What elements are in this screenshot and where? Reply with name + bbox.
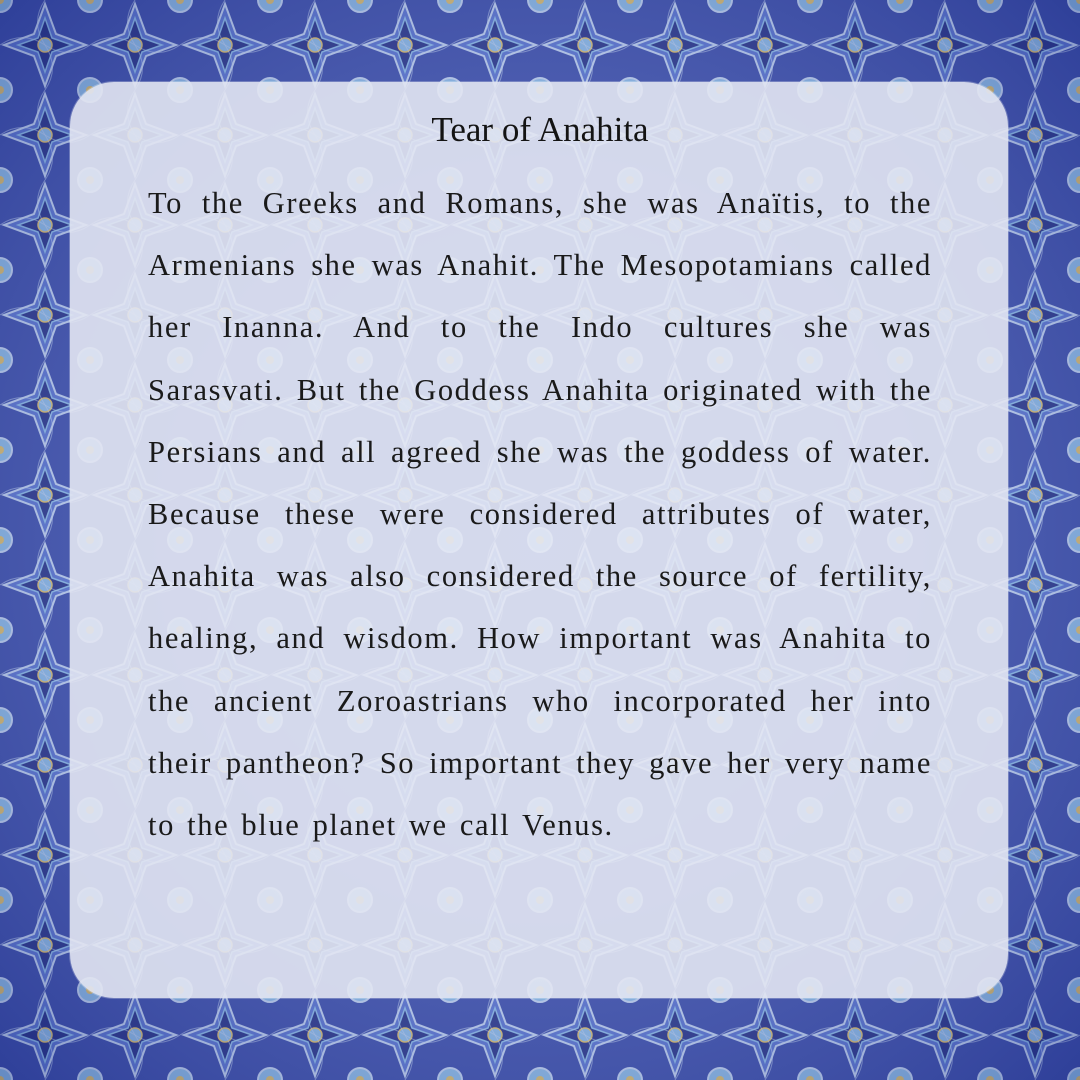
post-body: To the Greeks and Romans, she was Anaïtis, to the Armenians she was Anahit. The Mesopotamians called her Inanna. And to the Indo cultures she was Sarasvati. But the Goddess Anahita originated with the Persians and all agreed she was the goddess of water. Because these were considered attributes of water, Anahita was also considered the source of fertility, healing, and wisdom. How important was Anahita to the ancient Zoroastrians who incorporated her into their pantheon? So important they gave her very name to the blue planet we call Venus. <box>148 186 932 843</box>
post-title: Tear of Anahita <box>431 110 649 149</box>
